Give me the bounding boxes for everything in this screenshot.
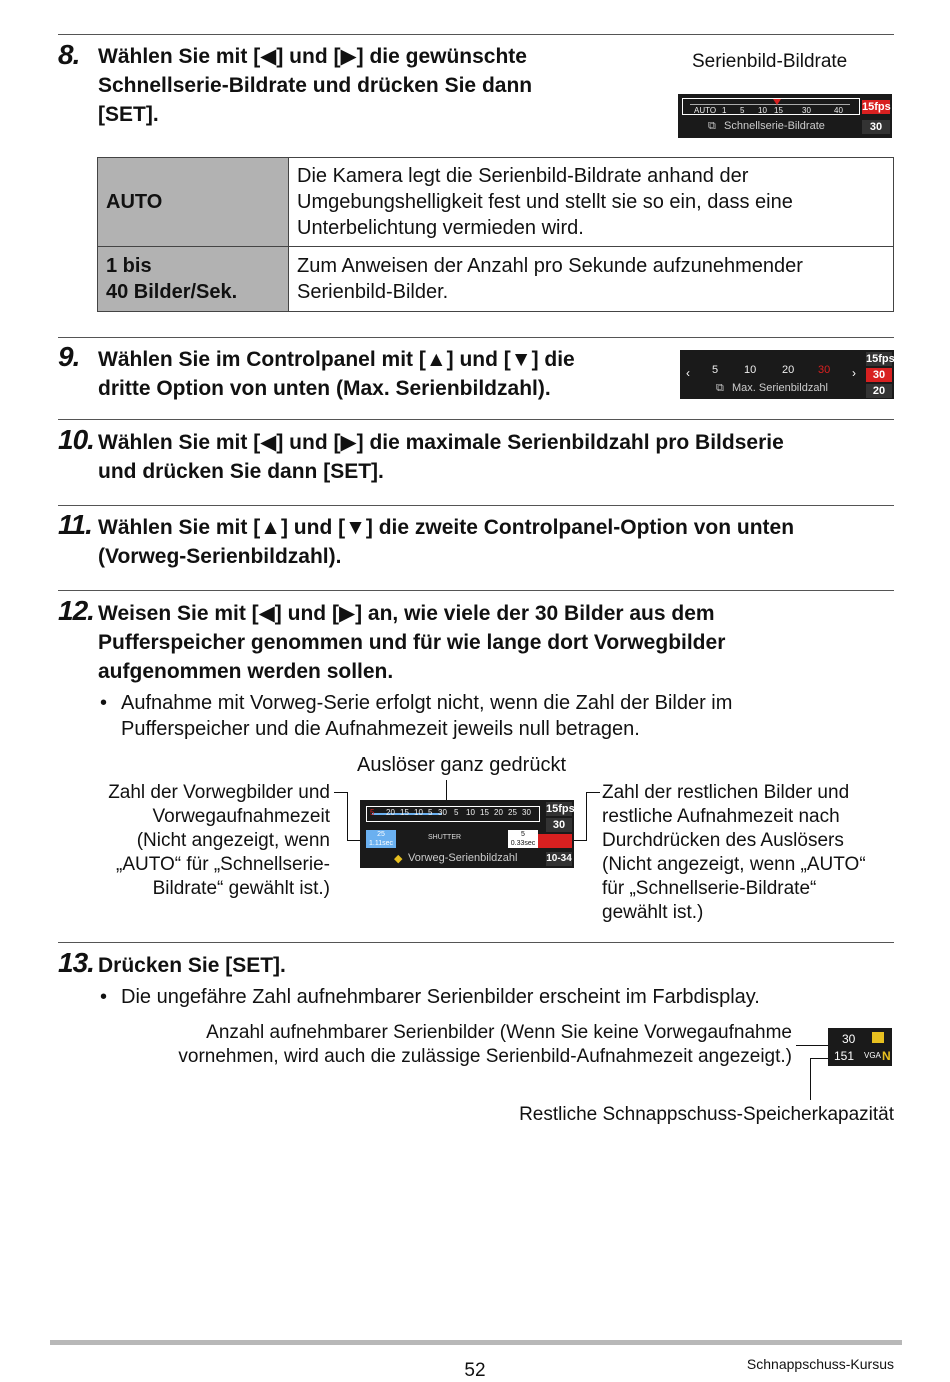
tick-label: 10: [414, 808, 423, 817]
fps-badge: 15fps: [866, 353, 895, 365]
tick-label-selected: 30: [818, 364, 831, 376]
fps-badge: 15fps: [862, 101, 891, 113]
divider: [58, 34, 894, 35]
capacity-caption: Restliche Schnappschuss-Speicherkapazität: [519, 1104, 894, 1125]
tick-label: 15: [400, 808, 409, 817]
chevron-left-icon: ‹: [686, 366, 690, 380]
tick-label: 1: [722, 106, 727, 115]
table-key: AUTO: [98, 158, 289, 247]
remaining-box: 5 0.33sec: [508, 830, 538, 848]
footer-bar: [50, 1340, 902, 1345]
diagram-caption-right: Zahl der restlichen Bilder und restliche Aufnahmezeit nach Durchdrücken des Auslösers (Nicht angezeigt, wenn „AUTO“ für „Schnellserie-Bildrate“ gewählt ist.): [602, 782, 866, 923]
divider: [58, 590, 894, 591]
lcd-screen-max-count: [680, 350, 894, 399]
tick-label: 30: [522, 808, 531, 817]
table-value: Zum Anweisen der Anzahl pro Sekunde aufzunehmender Serienbild-Bilder.: [289, 247, 894, 312]
count-badge: 30: [866, 368, 892, 382]
prerecord-box: 25 1.11sec: [366, 830, 396, 848]
tick-label: 25: [508, 808, 517, 817]
step-instruction: Wählen Sie mit [◀] und [▶] die gewünschte Schnellserie-Bildrate und drücken Sie dann [SET].: [98, 45, 533, 126]
step-number: 8.: [58, 39, 80, 70]
tick-label: 15: [480, 808, 489, 817]
tick-label: 10: [744, 364, 757, 376]
quality-icon: VGA: [864, 1051, 881, 1060]
leader-line: [586, 792, 587, 840]
leader-line: [810, 1058, 828, 1059]
prerecord-badge: 10-34: [546, 853, 572, 864]
step-number: 10.: [58, 424, 94, 455]
shutter-label: SHUTTER: [428, 834, 462, 841]
page-number: 52: [464, 1360, 486, 1381]
table-value: Die Kamera legt die Serienbild-Bildrate anhand der Umgebungshelligkeit fest und stellt sie so ein, dass eine Unterbelichtung vermieden wird.: [289, 158, 894, 247]
slider-marker: [773, 99, 781, 105]
diagram-caption-top: Auslöser ganz gedrückt: [357, 754, 567, 776]
tick-label: 5: [712, 364, 719, 376]
tick-label: 5: [740, 106, 745, 115]
tick-label: AUTO: [694, 106, 717, 115]
slider-track: [690, 104, 850, 105]
prerecord-icon: ◆: [394, 853, 403, 865]
step-instruction: Weisen Sie mit [◀] und [▶] an, wie viele der 30 Bilder aus dem Pufferspeicher genommen und für wie lange dort Vorwegbilder aufgenommen werden sollen.: [98, 602, 726, 683]
fps-badge: 15fps: [546, 803, 575, 815]
burst-icon: ⧉: [708, 120, 716, 132]
count-caption: Anzahl aufnehmbarer Serienbilder (Wenn Sie keine Vorwegaufnahme vornehmen, wird auch die zulässige Serienbild-Aufnahmezeit angezeigt.): [178, 1022, 792, 1067]
leader-line: [574, 840, 587, 841]
step-instruction: Wählen Sie mit [▲] und [▼] die zweite Controlpanel-Option von unten (Vorweg-Serienbildzahl).: [98, 516, 795, 568]
table-key: 1 bis 40 Bilder/Sek.: [98, 247, 289, 312]
lcd-option-label: Max. Serienbildzahl: [732, 382, 828, 394]
tick-label: 5: [428, 808, 433, 817]
diagram-caption-left: Zahl der Vorwegbilder und Vorwegaufnahmezeit (Nicht angezeigt, wenn „AUTO“ für „Schnellserie- Bildrate“ gewählt ist.): [108, 782, 330, 899]
tick-label: 30: [438, 808, 447, 817]
tick-label: 10: [758, 106, 767, 115]
prerecord-badge: 20: [866, 384, 892, 398]
burst-icon: ⧉: [716, 382, 724, 394]
tick-label: 5: [454, 808, 459, 817]
tick-label: 20: [782, 364, 795, 376]
step-instruction: Wählen Sie im Controlpanel mit [▲] und [▼] die dritte Option von unten (Max. Serienbildzahl).: [98, 348, 575, 400]
step-instruction: Drücken Sie [SET].: [98, 954, 286, 977]
tick-label: 20: [386, 808, 395, 817]
lcd-screen-burst-rate: [678, 94, 892, 138]
battery-icon: [872, 1032, 884, 1043]
step-number: 12.: [58, 595, 94, 626]
divider: [58, 419, 894, 420]
lcd-caption: Serienbild-Bildrate: [692, 51, 848, 72]
divider: [58, 942, 894, 943]
step-number: 11.: [58, 509, 92, 540]
leader-line: [347, 840, 361, 841]
lcd-screen-remaining: [828, 1028, 892, 1066]
tick-label: 15: [774, 106, 783, 115]
options-table: [97, 157, 894, 312]
tick-label: 40: [834, 106, 843, 115]
tick-label: 30: [802, 106, 811, 115]
tick-label: 10: [466, 808, 475, 817]
tick-label: 20: [494, 808, 503, 817]
lcd-option-label: Schnellserie-Bildrate: [724, 120, 825, 132]
leader-line: [810, 1058, 811, 1100]
count-badge: 30: [546, 818, 572, 832]
leader-line: [586, 792, 600, 793]
step-number: 9.: [58, 341, 80, 372]
chevron-right-icon: ›: [852, 366, 856, 380]
leader-line: [347, 792, 348, 840]
table-row: [98, 247, 894, 312]
remaining-capacity: 151: [834, 1049, 855, 1063]
divider: [58, 337, 894, 338]
tick-label: 5: [370, 808, 375, 817]
count-badge: 30: [862, 120, 890, 134]
leader-line: [334, 792, 348, 793]
table-row: [98, 158, 894, 247]
lcd-option-label: Vorweg-Serienbildzahl: [408, 852, 518, 864]
lcd-screen-prerecord: [360, 800, 574, 868]
step-instruction: Wählen Sie mit [◀] und [▶] die maximale Serienbildzahl pro Bildserie und drücken Sie dann [SET].: [98, 431, 784, 483]
step-number: 13.: [58, 947, 94, 978]
size-icon: N: [882, 1049, 891, 1063]
section-title: Schnappschuss-Kursus: [746, 1356, 894, 1372]
divider: [58, 505, 894, 506]
selected-option-highlight: [538, 834, 572, 848]
leader-line: [796, 1045, 828, 1046]
burst-count: 30: [842, 1032, 856, 1046]
